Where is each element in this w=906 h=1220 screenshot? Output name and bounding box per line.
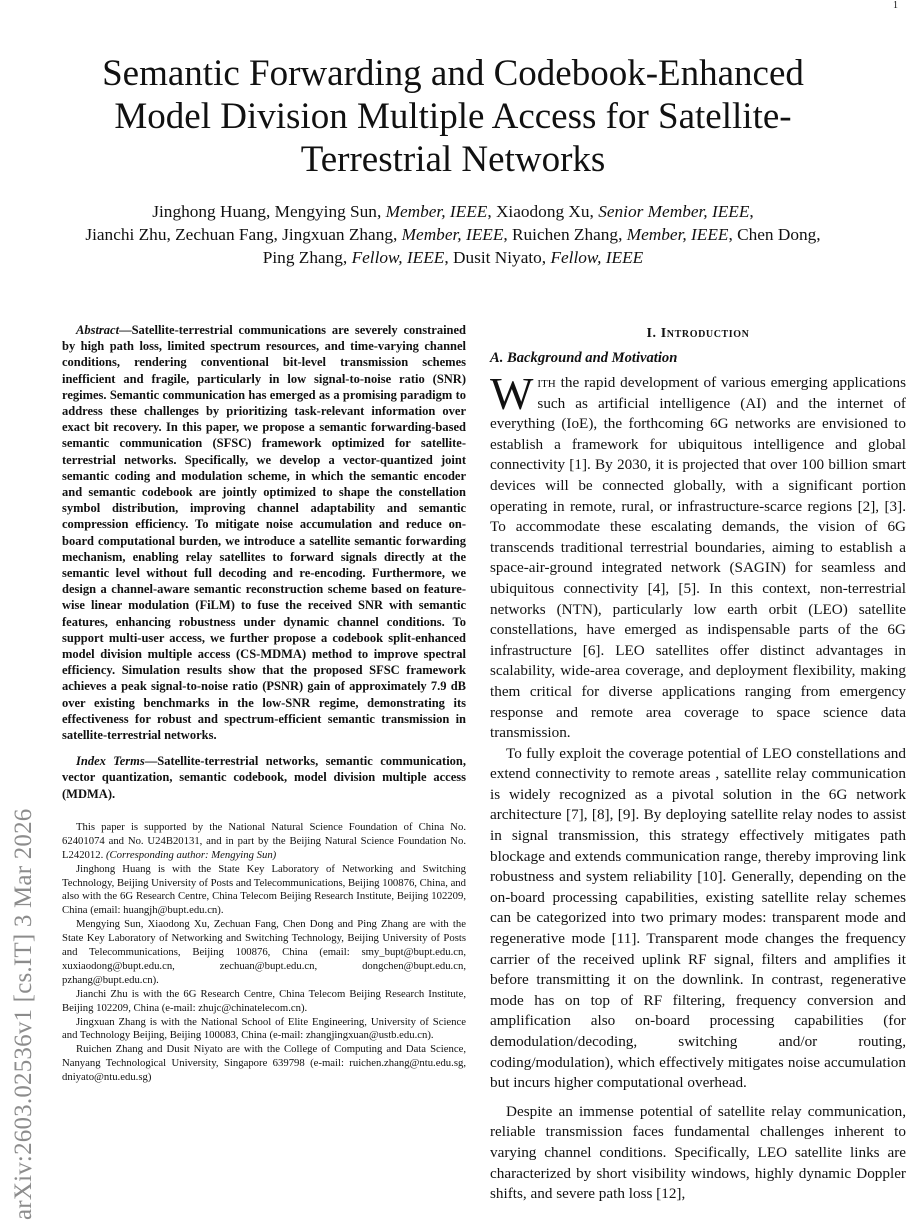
footnotes <box>62 821 466 1085</box>
paragraph-1 <box>490 368 906 744</box>
index-terms-text: —Satellite-terrestrial networks, semantic communication, vector quantization, semantic codebook, model division multiple access (MDMA). <box>62 754 466 801</box>
paragraph-2: To fully exploit the coverage potential of LEO constellations and extend connectivity to remote areas , satellite relay communication is widely recognized as a pivotal solution in the 6G network architecture [7], [8], [9]. By deploying satellite relay nodes to assist in signal transmission, this strategy effectively mitigates path blockage and extends communication range, thereby improving link robustness and system reliability [10]. Generally, depending on the on-board processing capabilities, existing satellite relay schemes can be categorized into two primary modes: transparent mode and regenerative mode [11]. Transparent mode changes the frequency carrier of the received uplink RF signal, filters and amplifies it before transmitting it on the downlink. In contrast, regenerative mode has on top of RF filtering, frequency conversion and amplification also on-board processing capabilities (for demodulation/decoding, switching and/or routing, coding/modulation), which effectively mitigates noise accumulation but incurs higher computational overhead. <box>490 744 906 1092</box>
author-line-1: Jinghong Huang, Mengying Sun, Member, IEEE, Xiaodong Xu, Senior Member, IEEE, <box>152 202 754 221</box>
footnote-affiliation-1: Jinghong Huang is with the State Key Laboratory of Networking and Switching Technology, Beijing University of Posts and Telecommunications, Beijing 100876, China, and also with the 6G Research Centre, China Telecom Beijing Research Institute, Beijing 102209, China (email: huangjh@bupt.edu.cn). <box>62 862 466 917</box>
paragraph-1-text: the rapid development of various emerging applications such as artificial intelligence (AI) and the internet of everything (IoE), the forthcoming 6G networks are envisioned to establish a framework for ubiquitous intelligence and global connectivity [1]. By 2030, it is projected that over 100 billion smart devices will be connected globally, with a significant portion operating in remote, rural, or infrastructure-scarce regions [2], [3]. To accommodate these escalating demands, the vision of 6G transcends traditional terrestrial boundaries, aiming to establish a space-air-ground integrated network (SAGIN) for seamless and ubiquitous connectivity [4], [5]. In this context, non-terrestrial networks (NTN), particularly low earth orbit (LEO) satellite constellations, have emerged as indispensable parts of the 6G infrastructure [6]. LEO satellites offer distinct advantages in scalability, wide-area coverage, and deployment flexibility, making them critical for diverse applications ranging from emergency response and remote area coverage to space science data transmission. <box>490 374 906 742</box>
footnote-affiliation-2: Mengying Sun, Xiaodong Xu, Zechuan Fang, Chen Dong and Ping Zhang are with the State Key Laboratory of Networking and Switching Technology, Beijing University of Posts and Telecommunications, Beijing 100876, China (email: smy_bupt@bupt.edu.cn, xuxiaodong@bupt.edu.cn, zechuan@bupt.edu.cn, dongchen@bupt.edu.cn, pzhang@bupt.edu.cn). <box>62 918 466 986</box>
paper-title: Semantic Forwarding and Codebook-Enhanced Model Division Multiple Access for Satellite-Terrestrial Networks <box>102 53 804 180</box>
footnote-affiliation-3: Jianchi Zhu is with the 6G Research Centre, China Telecom Beijing Research Institute, Beijing 102209, China (e-mail: zhujc@chinatelecom.cn). <box>62 987 466 1014</box>
section-number: I. <box>646 326 657 341</box>
subsection-heading: A. Background and Motivation <box>490 350 678 366</box>
section-heading <box>490 326 906 342</box>
index-terms-label: Index Terms <box>76 754 145 769</box>
paragraph-3: Despite an immense potential of satellite relay communication, reliable transmission faces fundamental challenges inherent to varying channel conditions. Specifically, LEO satellite links are characterized by short visibility windows, highly dynamic Doppler shifts, and severe path loss [12], <box>490 1102 906 1203</box>
arxiv-stamp: arXiv:2603.02536v1 [cs.IT] 3 Mar 2026 <box>10 808 37 1220</box>
page-number: 1 <box>893 0 898 11</box>
footnote-affiliation-4: Jingxuan Zhang is with the National School of Elite Engineering, University of Science and Technology Beijing, Beijing 100083, China (e-mail: zhangjingxuan@ustb.edu.cn). <box>62 1015 466 1042</box>
paragraph-1-smallcaps: ith <box>537 374 556 391</box>
abstract-text: —Satellite-terrestrial communications are severely constrained by high path loss, limited spectrum resources, and time-varying channel conditions, rendering conventional bit-level transmission schemes inefficient and fragile, particularly in low signal-to-noise ratio (SNR) regimes. Semantic communication has emerged as a promising paradigm to address these challenges by prioritizing task-relevant information over exact bit recovery. In this paper, we propose a semantic forwarding-based semantic communication (SFSC) framework optimized for satellite-terrestrial networks. Specifically, we develop a vector-quantized joint semantic coding and modulation scheme, in which the semantic encoder and semantic codebook are jointly optimized to shape the constellation symbol distribution, improving channel adaptability and semantic compression efficiency. To mitigate noise accumulation and reduce on-board computational burden, we introduce a satellite semantic forwarding mechanism, enabling relay satellites to forward signals directly at the semantic level without full decoding and re-encoding. Furthermore, we design a channel-aware semantic reconstruction scheme based on feature-wise linear modulation (FiLM) to fuse the received SNR with semantic features, enhancing robustness under dynamic channel conditions. To support multi-user access, we further propose a codebook split-enhanced model division multiple access (CS-MDMA) method to improve spectral efficiency. Simulation results show that the proposed SFSC framework achieves a peak signal-to-noise ratio (PSNR) gain of approximately 7.9 dB over existing benchmarks in the low-SNR regime, demonstrating its effectiveness for robust and spectrum-efficient semantic transmission in satellite-terrestrial networks. <box>62 323 466 743</box>
author-line-3: Ping Zhang, Fellow, IEEE, Dusit Niyato, Fellow, IEEE <box>262 248 644 267</box>
index-terms <box>62 753 466 802</box>
abstract-label: Abstract <box>76 323 120 337</box>
abstract <box>62 322 466 743</box>
author-list <box>40 200 866 269</box>
right-column <box>490 322 906 1205</box>
funding-text: This paper is supported by the National Natural Science Foundation of China No. 62401074 and No. U24B20131, and in part by the Beijing Natural Science Foundation No. L242012. <box>62 820 466 861</box>
dropcap-letter: W <box>490 368 534 419</box>
footnote-affiliation-5: Ruichen Zhang and Dusit Niyato are with the College of Computing and Data Science, Nanyang Technological University, Singapore 639798 (e-mail: ruichen.zhang@ntu.edu.sg, dniyato@ntu.edu.sg) <box>62 1043 466 1084</box>
section-title: Introduction <box>660 326 750 341</box>
left-column <box>62 322 466 1085</box>
corresponding-author: (Corresponding author: Mengying Sun) <box>105 848 277 861</box>
footnote-funding <box>62 821 466 863</box>
author-line-2: Jianchi Zhu, Zechuan Fang, Jingxuan Zhang, Member, IEEE, Ruichen Zhang, Member, IEEE, Chen Dong, <box>85 225 821 244</box>
